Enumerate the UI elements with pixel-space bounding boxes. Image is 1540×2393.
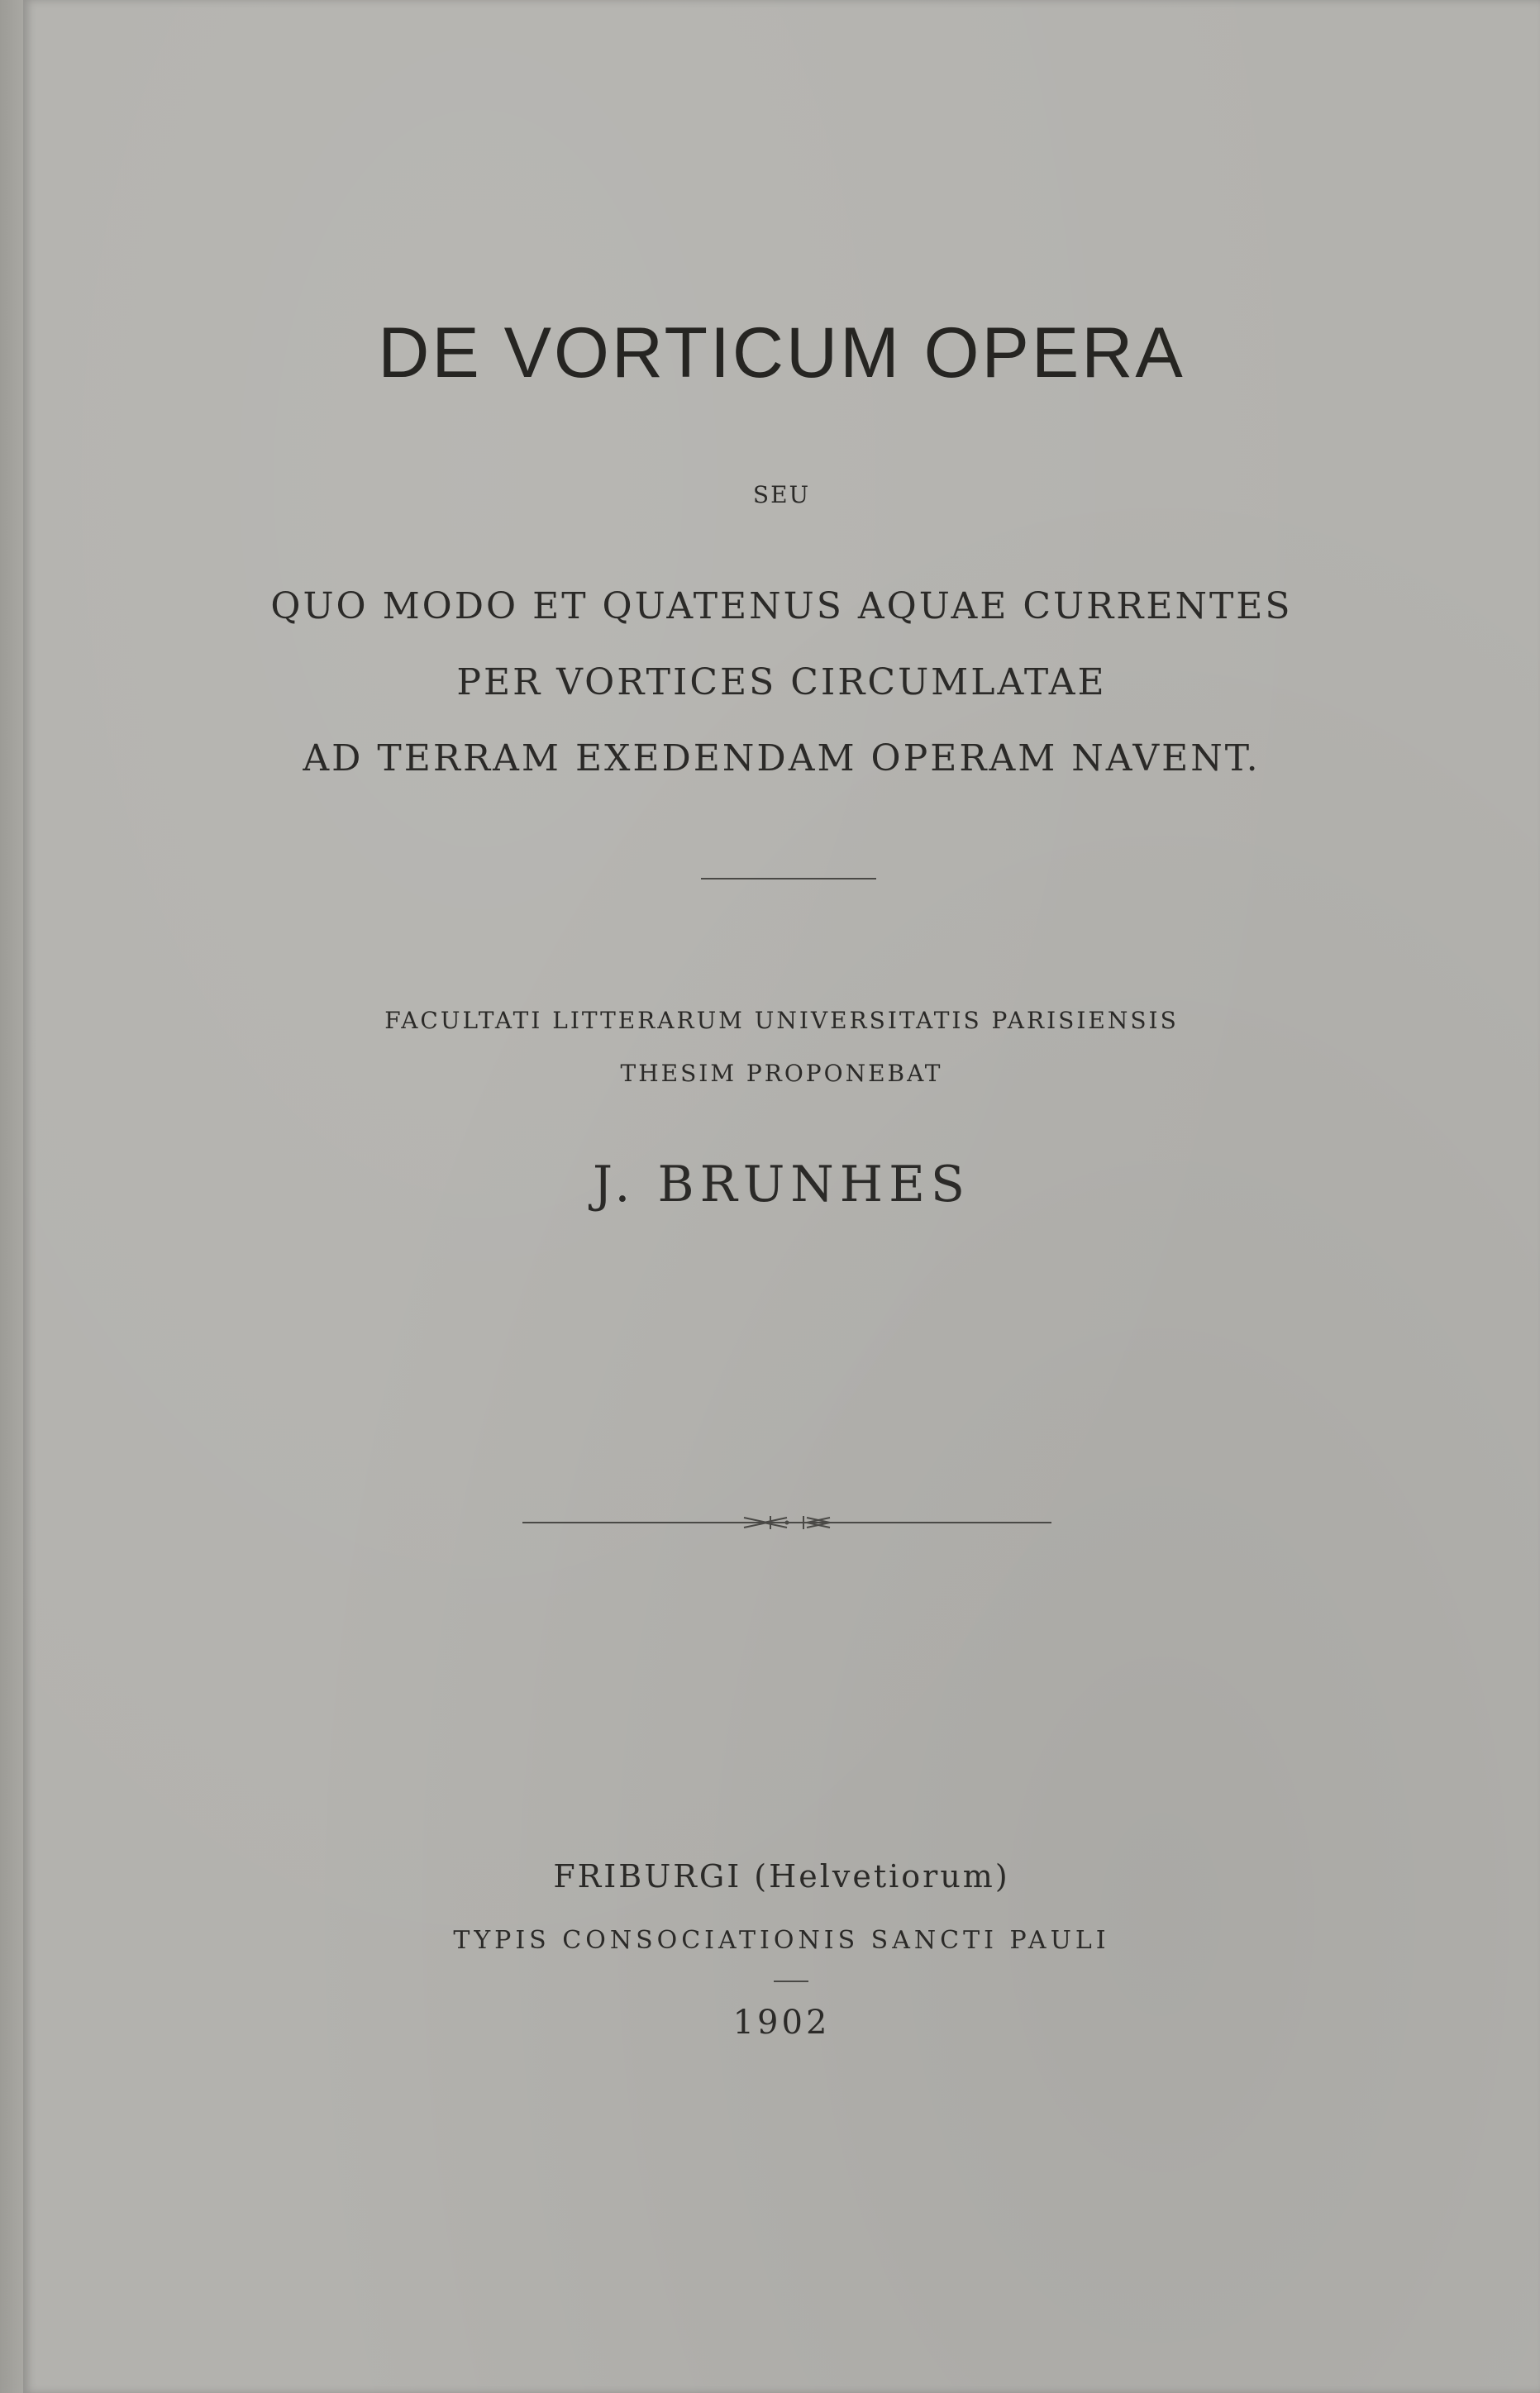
imprint-printer: TYPIS CONSOCIATIONIS SANCTI PAULI [453, 1926, 1110, 1955]
title-page [23, 0, 1540, 2393]
ornamental-rule [522, 1509, 1051, 1534]
subtitle-line-2: PER VORTICES CIRCUMLATAE [456, 661, 1107, 703]
imprint-divider-rule [774, 1981, 808, 1982]
section-divider-rule [701, 878, 876, 879]
publication-year: 1902 [732, 2004, 831, 2042]
imprint-city: FRIBURGI (Helvetiorum) [553, 1858, 1010, 1895]
page-title: DE VORTICUM OPERA [378, 313, 1185, 393]
author-name: J. BRUNHES [592, 1156, 971, 1213]
subtitle-line-1: QUO MODO ET QUATENUS AQUAE CURRENTES [270, 585, 1293, 627]
subtitle-line-3: AD TERRAM EXEDENDAM OPERAM NAVENT. [303, 737, 1261, 779]
thesis-line: THESIM PROPONEBAT [620, 1060, 943, 1087]
conjunction-seu: SEU [752, 481, 811, 508]
book-spine-edge [0, 0, 23, 2393]
dedication-line: FACULTATI LITTERARUM UNIVERSITATIS PARISIENSIS [384, 1007, 1179, 1034]
